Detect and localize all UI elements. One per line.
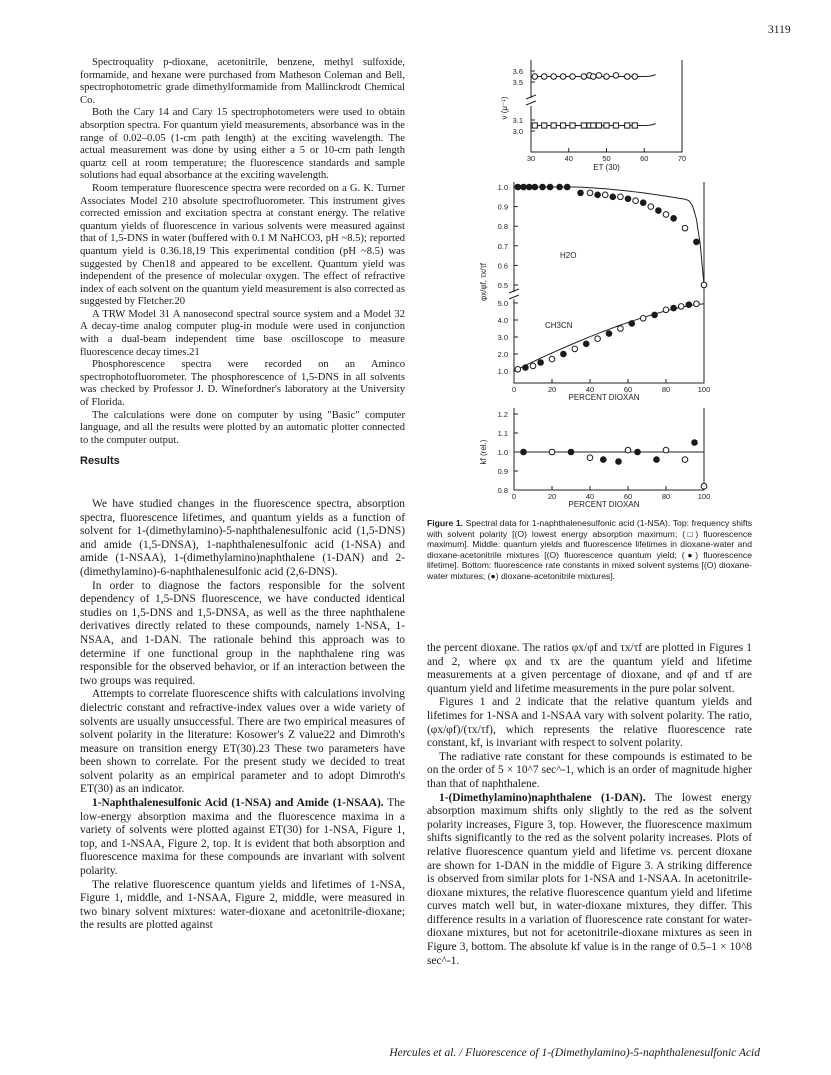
page-number: 3119 [768, 24, 791, 36]
x-tick-label: 60 [640, 154, 649, 163]
x-tick-label: 50 [602, 154, 611, 163]
x-tick-label: 30 [526, 154, 536, 163]
x-tick-label: 80 [661, 385, 671, 394]
water-lifetime-point [564, 184, 570, 190]
dioxane-water-point [682, 457, 688, 463]
water-yield-point [656, 208, 662, 214]
x-tick-label: 40 [564, 154, 573, 163]
water-yield-point [618, 194, 624, 200]
water-yield-point [625, 196, 631, 202]
acetonitrile-point [549, 356, 555, 362]
dioxane-acetonitrile-point [521, 449, 527, 455]
dioxane-water-point [625, 447, 631, 453]
y-tick-label: 5.0 [497, 299, 508, 308]
y-tick-label: 1.2 [497, 410, 508, 419]
dioxane-water-point [663, 447, 669, 453]
fluorescence-maximum-point [625, 123, 630, 128]
nsa-heading: 1-Naphthalenesulfonic Acid (1-NSA) and Amide (1-NSAA). [92, 797, 384, 810]
x-tick-label: 20 [547, 385, 557, 394]
water-yield-point [578, 190, 584, 196]
y-tick-label: 0.9 [497, 467, 508, 476]
absorption-maximum-point [596, 73, 602, 79]
water-lifetime-point [521, 184, 527, 190]
y-tick-label: 1.0 [497, 367, 508, 376]
ch3cn-label: CH3CN [545, 321, 573, 330]
x-tick-label: 60 [623, 385, 633, 394]
acetonitrile-point [595, 336, 601, 342]
y-tick-label: 2.0 [497, 350, 508, 359]
paragraph: We have studied changes in the fluorescence spectra, absorption spectra, fluorescence lifetimes, and quantum yields as a function of solvent for 1-(dimethylamino)-5-naphthalenesulfonic acid (1,5-DNS) and amide (1,5-DNSA), 1-naphthalenesulfonic acid (1-NSA) and amide (1-NSAA), 1-(dimethylamino)naphthalene (1-DAN) and 2-(dimethylamino)-6-naphthalenesulfonic acid (2,6-DNS). [80, 498, 405, 578]
paragraph: Attempts to correlate fluorescence shifts with calculations involving dielectric constant and refractive-index values over a wide variety of solvents are usually unsuccessful. There are two empirical measures of solvent polarity in the literature: Kosower's Z value22 and Dimroth's measure on transition energy ET(30).23 These two parameters have been shown to correlate. For the present study we decided to treat solvent polarity as an empirical parameter and to adopt Dimroth's ET(30) as an indicator. [80, 688, 405, 796]
y-tick-label: 0.8 [497, 222, 508, 232]
absorption-maximum-point [632, 74, 638, 80]
y-tick-label: 4.0 [497, 316, 508, 325]
acetonitrile-point [583, 341, 589, 347]
x-tick-label: 40 [585, 492, 595, 501]
x-axis-label: ET (30) [593, 163, 620, 172]
acetonitrile-point [538, 360, 544, 366]
y-tick-label: 0.6 [497, 261, 508, 271]
y-axis-label: kf (rel.) [479, 439, 488, 465]
y-axis-label: ν (μ⁻¹) [500, 96, 509, 120]
acetonitrile-point [686, 302, 692, 308]
x-tick-label: 80 [661, 492, 671, 501]
y-tick-label: 3.0 [497, 333, 508, 342]
acetonitrile-point [640, 316, 646, 322]
x-tick-label: 40 [585, 385, 595, 394]
water-yield-point [610, 194, 616, 200]
fluorescence-maximum-point [551, 123, 556, 128]
absorption-maximum-point [570, 74, 576, 80]
y-tick-label: 0.5 [497, 281, 508, 290]
water-lifetime-point [557, 184, 563, 190]
x-tick-label: 0 [511, 385, 517, 394]
fluorescence-maximum-point [532, 123, 537, 128]
h2o-label: H2O [560, 251, 577, 260]
fluorescence-maximum-point [604, 123, 609, 128]
axis-break [509, 289, 519, 299]
x-tick-label: 100 [697, 492, 711, 501]
x-axis-label: PERCENT DIOXAN [568, 500, 640, 509]
dioxane-acetonitrile-point [654, 457, 660, 463]
y-tick-label: 1.1 [497, 429, 508, 438]
water-yield-point [682, 225, 688, 231]
dioxane-acetonitrile-point [635, 449, 641, 455]
paragraph: In order to diagnose the factors responsible for the solvent dependency of 1,5-DNS fluorescence, we have conducted identical studies on 1,5-DNS and 1,5-DNSA, as well as the three naphthalene derivatives directly related to these compounds, namely 1-NSA, 1-NSAA, and 1-DAN. The rationale behind this approach was to determine if one functional group in the naphthalene ring was responsible for the observed behavior, or if an interaction between the two groups was required. [80, 579, 405, 687]
absorption-maximum-point [532, 74, 538, 80]
water-yield-point [648, 204, 654, 210]
dan-heading: 1-(Dimethylamino)naphthalene (1-DAN). [439, 791, 646, 804]
water-lifetime-point [547, 184, 553, 190]
water-yield-point [663, 212, 669, 218]
acetonitrile-point [663, 307, 669, 313]
water-yield-point [633, 198, 639, 204]
y-tick-label: 0.9 [497, 202, 508, 212]
y-ticks [531, 71, 535, 131]
water-lifetime-point [515, 184, 521, 190]
dioxane-acetonitrile-point [568, 449, 574, 455]
water-lifetime-point [526, 184, 532, 190]
acetonitrile-point [572, 346, 578, 352]
y-axis-label: φx/φf, τx/τf [479, 262, 488, 302]
absorption-maximum-point [541, 74, 547, 80]
y-tick-label: 3.6 [512, 67, 523, 76]
acetonitrile-point [606, 331, 612, 337]
paragraph: Room temperature fluorescence spectra were recorded on a G. K. Turner Associates Model 210 absolute spectrofluorometer. This instrument gives corrected emission and excitation spectra at constant energy. The relative quantum yields of fluorescence in various solvents were measured against that of 1,5-DNS in water (buffered with 0.1 M NaHCO3, pH ~8.5); reported quantum yield is 0.36.18,19 This experimental condition (pH ~8.5) was suggested by Chen18 and appeared to be excellent. Quantum yield was independent of the presence of molecular oxygen. The effect of refractive index of each solvent on the quantum yield measurement is also corrected as suggested by Fletcher.20 [80, 182, 405, 308]
fluorescence-maximum-point [542, 123, 547, 128]
paragraph: Figures 1 and 2 indicate that the relative quantum yields and lifetimes for 1-NSA and 1-NSAA vary with solvent polarity. The ratio, (φx/φf)/(τx/τf), which represents the relative fluorescence rate constant, kf, is invariant with respect to solvent polarity. [427, 696, 752, 750]
water-curve [514, 187, 704, 285]
fluorescence-maximum-point [632, 123, 637, 128]
paragraph: Phosphorescence spectra were recorded on an Aminco spectrophotofluorometer. The phosphorescence of 1,5-DNS in all solvents was checked by Professor J. D. Winefordner's laboratory at the University of Florida. [80, 359, 405, 409]
nsa-text: The low-energy absorption maxima and the fluorescence maxima in a variety of solvents were plotted against ET(30) for 1-NSA, Figure 1, top, and 1-NSAA, Figure 2, top. It is evident that both absorption and fluorescence maxima for these compounds are invariant with solvent polarity. [80, 797, 405, 878]
acetonitrile-point [694, 301, 700, 307]
water-yield-point [640, 200, 646, 206]
x-tick-label: 0 [511, 492, 517, 501]
axis-break [526, 95, 536, 105]
acetonitrile-point [561, 351, 567, 357]
water-lifetime-point [540, 184, 546, 190]
y-tick-label: 3.1 [512, 116, 523, 125]
y-tick-label: 0.8 [497, 486, 508, 495]
dioxane-acetonitrile-point [692, 440, 698, 446]
x-tick-label: 70 [677, 154, 687, 163]
water-yield-point [595, 192, 601, 198]
absorption-maximum-point [551, 74, 557, 80]
axis-frame [514, 408, 704, 490]
dan-text: The lowest energy absorption maximum shifts only slightly to the red as the solvent polarity increases, Figure 3, top. However, the fluorescence maximum shifts significantly to the red as the solvent polarity increases. Plots of relative fluorescence quantum yield and lifetime vs. percent dioxane are shown for 1-DAN in the middle of Figure 3. A striking difference is observed from similar plots for 1-NSA and 1-NSAA. In acetonitrile-dioxane mixtures, the relative fluorescence quantum yield and lifetime curves match well but, in water-dioxane mixtures, they differ. This difference results in a variation of fluorescence rate constant for water-dioxane mixtures, but not for acetonitrile-dioxane mixtures as seen in Figure 3, bottom. The absolute kf value is in the range of 0.5–1 × 10^8 sec^-1. [427, 791, 752, 967]
acetonitrile-point [678, 304, 684, 310]
acetonitrile-point [671, 305, 677, 311]
dioxane-water-point [701, 483, 707, 489]
fluorescence-maximum-point [560, 123, 565, 128]
acetonitrile-point [515, 367, 521, 373]
dioxane-water-point [587, 455, 593, 461]
acetonitrile-point [530, 363, 536, 369]
absorption-maximum-point [581, 74, 587, 80]
fluorescence-maximum-point [591, 123, 596, 128]
absorption-maximum-point [624, 74, 630, 80]
acetonitrile-point [629, 321, 635, 327]
paragraph: The radiative rate constant for these compounds is estimated to be on the order of 5 × 10^7 sec^-1, which is an order of magnitude higher than that of naphthalene. [427, 750, 752, 790]
running-footer: Hercules et al. / Fluorescence of 1-(Dimethylamino)-5-naphthalenesulfonic Acid [389, 1047, 760, 1059]
paragraph: Spectroquality p-dioxane, acetonitrile, benzene, methyl sulfoxide, formamide, and hexane were purchased from Matheson Coleman and Bell, spectrophotometric grade dimethylformamide from Mallinckrodt Chemical Co. [80, 57, 405, 106]
absorption-maximum-point [560, 74, 566, 80]
fluorescence-maximum-point [581, 123, 586, 128]
x-tick-label: 100 [697, 385, 711, 394]
x-tick-label: 20 [547, 492, 557, 501]
caption-label: Figure 1. [427, 518, 464, 528]
axis-frame [514, 182, 704, 383]
water-yield-point [587, 190, 593, 196]
water-yield-point [602, 192, 608, 198]
y-tick-label: 3.0 [512, 127, 523, 136]
y-tick-label: 1.0 [497, 183, 508, 192]
y-tick-label: 3.5 [512, 78, 523, 87]
water-yield-point [701, 282, 707, 288]
acetonitrile-point [618, 326, 624, 332]
dioxane-water-point [549, 449, 555, 455]
paragraph: Both the Cary 14 and Cary 15 spectrophotometers were used to obtain absorption spectra. For quantum yield measurements, absorbance was in the range of 0.02–0.05 (1-cm path length) at the exciting wavelength. The actual measurement was done by using either a 5 or 10-cm path length quartz cell at room temperature; the fluorescence standards and sample solutions had equal absorbance at the exciting wavelength. [80, 107, 405, 182]
water-lifetime-point [532, 184, 538, 190]
acetonitrile-point [652, 312, 658, 318]
dioxane-acetonitrile-point [601, 457, 607, 463]
fluorescence-maximum-point [570, 123, 575, 128]
caption-text: Spectral data for 1-naphthalenesulfonic acid (1-NSA). Top: frequency shifts with solvent polarity [(O) lowest energy absorption maximum; (□) fluorescence maximum]. Middle: quantum yields and fluorescence lifetimes in dioxane-water and dioxane-acetonitrile mixtures [(O) fluorescence quantum yield; (●) fluorescence lifetime]. Bottom: fluorescence rate constants in mixed solvent systems [(O) dioxane-water mixtures; (●) dioxane-acetonitrile mixtures]. [427, 518, 753, 581]
dioxane-acetonitrile-point [616, 459, 622, 465]
results-heading: Results [80, 455, 120, 468]
paragraph: A TRW Model 31 A nanosecond spectral source system and a Model 32 A decay-time analog computer plug-in module were used in conjunction with a dual-beam independent time base oscilloscope to measure fluorescence decay times.21 [80, 308, 405, 358]
y-tick-label: 1.0 [497, 448, 508, 457]
absorption-maximum-point [613, 73, 619, 79]
water-yield-point [671, 216, 677, 222]
x-axis-label: PERCENT DIOXAN [568, 393, 640, 402]
absorption-maximum-point [590, 74, 596, 80]
absorption-maximum-point [604, 74, 610, 80]
paragraph: The relative fluorescence quantum yields and lifetimes of 1-NSA, Figure 1, middle, and 1-NSAA, Figure 2, middle, were measured in two binary solvent mixtures: water-dioxane and acetonitrile-dioxane; the results are plotted against [80, 878, 405, 932]
acetonitrile-point [523, 365, 529, 371]
paragraph: the percent dioxane. The ratios φx/φf and τx/τf are plotted in Figures 1 and 2, where φx and τx are the quantum yield and lifetime measurements at a given percentage of dioxane, and φf and τf are quantum yield and lifetime measurements in the pure polar solvent. [427, 642, 752, 695]
paragraph: The calculations were done on computer by using "Basic" computer language, and all the results were plotted by an automatic plotter connected to the computer output. [80, 409, 405, 446]
fluorescence-maximum-point [613, 123, 618, 128]
fluorescence-maximum-point [596, 123, 601, 128]
y-tick-label: 0.7 [497, 241, 508, 251]
water-yield-point [694, 239, 700, 245]
x-tick-label: 60 [623, 492, 633, 501]
